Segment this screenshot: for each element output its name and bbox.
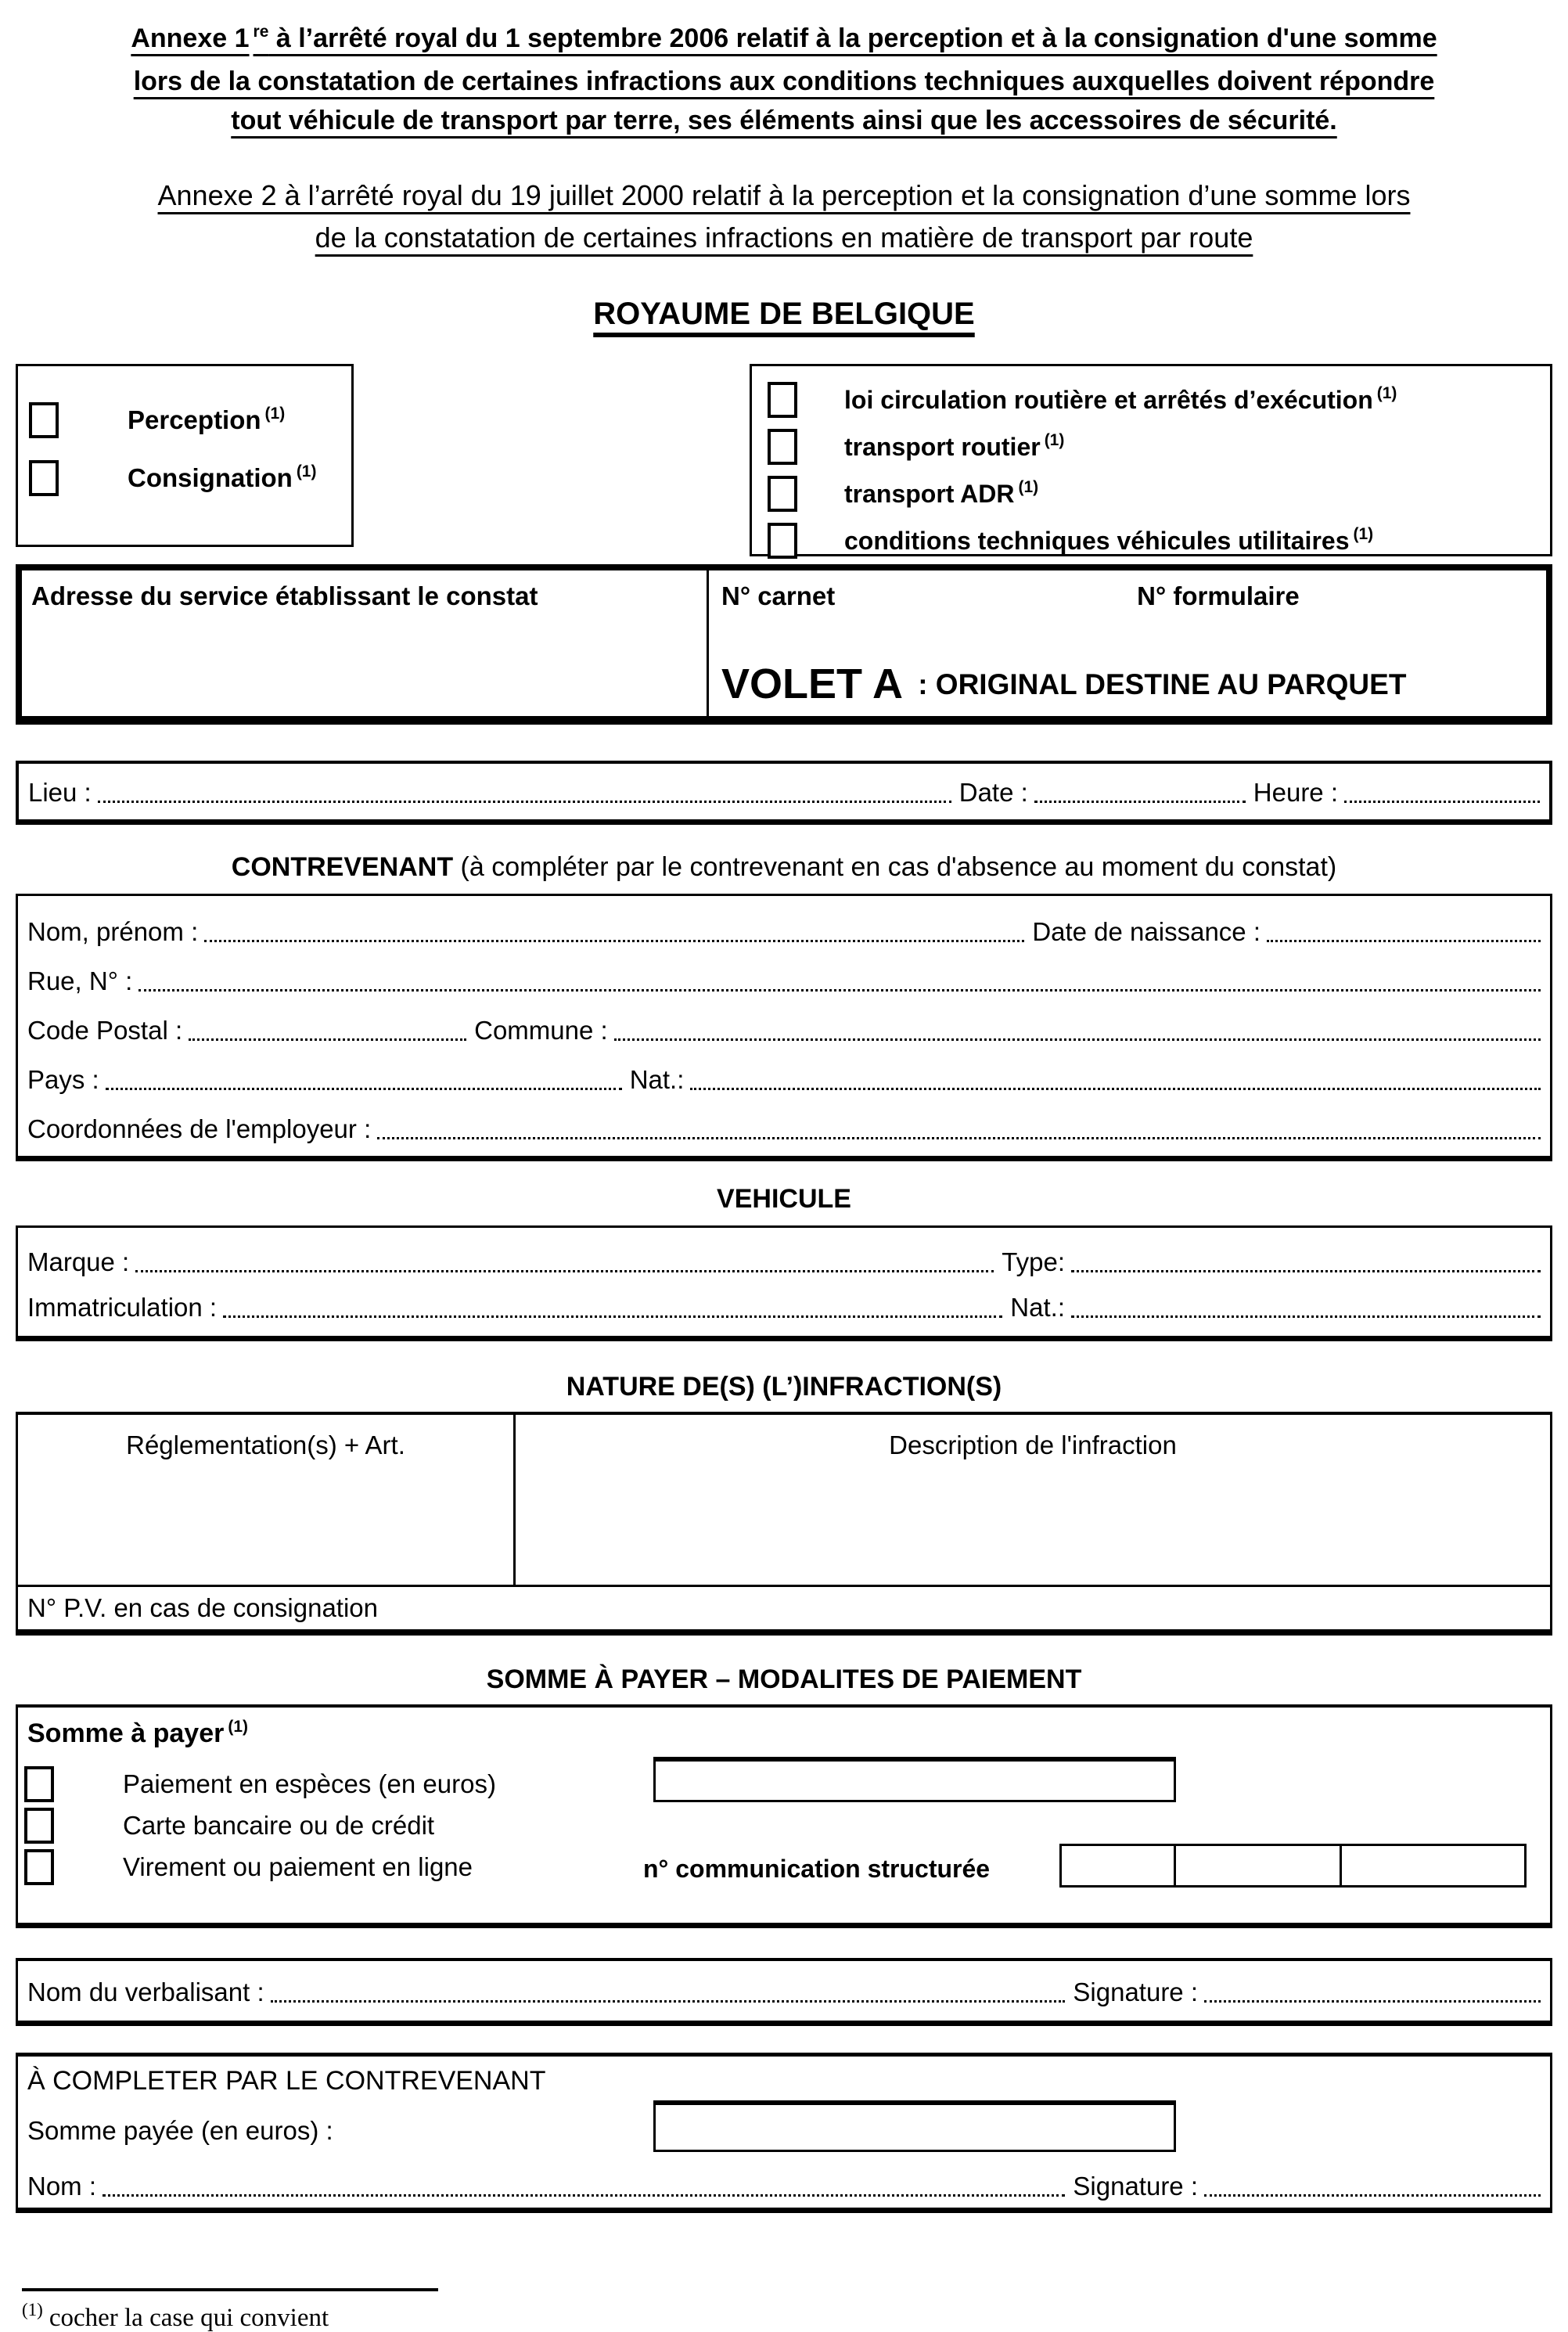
completion-signature-field[interactable] xyxy=(1204,2194,1541,2197)
marque-label: Marque : xyxy=(27,1247,130,1276)
option-transport-adr xyxy=(768,476,1550,512)
reglementation-column[interactable] xyxy=(18,1415,516,1585)
footnote-superscript: (1) xyxy=(22,2300,43,2319)
pays-label: Pays : xyxy=(27,1065,99,1094)
annex1-line1: Annexe 1 $^{re}$ à l’arrêté royal du 1 septembre 2006 relatif à la perception et à la consignation d'une somme xyxy=(131,23,1437,53)
verbalisant-signature-label: Signature : xyxy=(1073,1978,1198,2006)
annex1-superscript: re xyxy=(253,23,269,41)
date-field[interactable] xyxy=(1034,801,1246,803)
nom-prenom-label: Nom, prénom : xyxy=(27,917,199,946)
pv-row[interactable] xyxy=(18,1587,1550,1629)
option-carte xyxy=(24,1808,434,1844)
annex2-heading xyxy=(16,175,1552,259)
completion-signature-label: Signature : xyxy=(1073,2172,1198,2201)
virement-label: Virement ou paiement en ligne xyxy=(123,1852,473,1881)
immatriculation-row xyxy=(27,1292,1541,1323)
service-box xyxy=(16,564,1552,725)
immatriculation-label: Immatriculation : xyxy=(27,1293,218,1322)
infractions-table-main xyxy=(18,1415,1550,1587)
carnet-formulaire-row xyxy=(721,581,1546,611)
rue-row xyxy=(27,966,1541,997)
contrevenant-subtitle: (à compléter par le contrevenant en cas d'absence au moment du constat) xyxy=(453,852,1337,882)
virement-checkbox[interactable] xyxy=(24,1849,54,1885)
communication-structuree-label: n° communication structurée xyxy=(643,1855,991,1883)
consignation-checkbox[interactable] xyxy=(29,460,59,496)
service-address-label: Adresse du service établissant le constat xyxy=(31,581,538,610)
location-box xyxy=(16,761,1552,825)
somme-a-payer-label: Somme à payer $^{(1)}$ xyxy=(27,1718,249,1748)
verbalisant-nom-label: Nom du verbalisant : xyxy=(27,1978,264,2006)
annex2-line1: Annexe 2 à l’arrêté royal du 19 juillet 2000 relatif à la perception et la consignation d’une somme lors xyxy=(157,179,1411,211)
pays-row xyxy=(27,1064,1541,1096)
carte-label: Carte bancaire ou de crédit xyxy=(123,1811,435,1840)
lieu-field[interactable] xyxy=(98,801,951,803)
conditions-techniques-checkbox[interactable] xyxy=(768,523,797,559)
transport-routier-label: transport routier $^{(1)}$ xyxy=(844,430,1065,461)
option-consignation xyxy=(29,460,351,496)
perception-consignation-box xyxy=(16,364,354,547)
payment-box xyxy=(16,1704,1552,1928)
marque-row xyxy=(27,1247,1541,1278)
completion-title: À COMPLETER PAR LE CONTREVENANT xyxy=(27,2066,546,2096)
volet-a-title xyxy=(721,660,1406,708)
footnote xyxy=(22,2301,1552,2332)
nationalite-label: Nat.: xyxy=(629,1065,685,1094)
annex2-line2: de la constatation de certaines infractions en matière de transport par route xyxy=(315,221,1253,254)
annex1-line3: tout véhicule de transport par terre, ses éléments ainsi que les accessoires de sécurité. xyxy=(231,106,1337,135)
carnet-label: N° carnet xyxy=(721,581,836,610)
paiement-title: SOMME À PAYER – MODALITES DE PAIEMENT xyxy=(486,1664,1082,1694)
annex1-heading xyxy=(16,19,1552,140)
code-postal-label: Code Postal : xyxy=(27,1016,183,1045)
completion-box xyxy=(16,2053,1552,2213)
consignation-label: Consignation $^{(1)}$ xyxy=(128,462,317,492)
pv-label: N° P.V. en cas de consignation xyxy=(27,1593,379,1622)
option-conditions-techniques xyxy=(768,523,1550,559)
conditions-techniques-label: conditions techniques véhicules utilitaires $^{(1)}$ xyxy=(844,524,1374,555)
type-field[interactable] xyxy=(1071,1270,1541,1272)
contrevenant-heading xyxy=(16,850,1552,884)
service-address-cell xyxy=(22,570,709,716)
somme-payee-label: Somme payée (en euros) : xyxy=(27,2116,333,2145)
date-naissance-field[interactable] xyxy=(1267,940,1541,942)
code-postal-row xyxy=(27,1015,1541,1046)
loi-circulation-checkbox[interactable] xyxy=(768,382,797,418)
formulaire-label: N° formulaire xyxy=(1137,581,1300,610)
matter-options-box xyxy=(750,364,1552,556)
verbalisant-box xyxy=(16,1958,1552,2026)
communication-cell-2[interactable] xyxy=(1176,1846,1342,1885)
nationalite-field[interactable] xyxy=(690,1088,1541,1090)
infractions-table xyxy=(16,1412,1552,1636)
pays-field[interactable] xyxy=(106,1088,622,1090)
contrevenant-box xyxy=(16,894,1552,1161)
rue-label: Rue, N° : xyxy=(27,966,133,995)
transport-routier-checkbox[interactable] xyxy=(768,429,797,465)
option-transport-routier xyxy=(768,429,1550,465)
immatriculation-field[interactable] xyxy=(223,1315,1002,1318)
perception-label: Perception $^{(1)}$ xyxy=(128,405,286,434)
option-loi-circulation xyxy=(768,382,1550,418)
employeur-label: Coordonnées de l'employeur : xyxy=(27,1114,372,1143)
commune-field[interactable] xyxy=(614,1038,1541,1041)
lieu-label: Lieu : xyxy=(28,778,92,807)
completion-nom-field[interactable] xyxy=(102,2194,1065,2197)
nom-prenom-field[interactable] xyxy=(204,940,1024,942)
commune-label: Commune : xyxy=(474,1016,608,1045)
carnet-formulaire-cell xyxy=(709,570,1546,716)
completion-nom-label: Nom : xyxy=(27,2172,97,2201)
option-boxes-row xyxy=(16,364,1552,556)
marque-field[interactable] xyxy=(135,1270,994,1272)
rue-field[interactable] xyxy=(138,989,1541,991)
loi-circulation-label: loi circulation routière et arrêtés d’exécution $^{(1)}$ xyxy=(844,383,1397,414)
option-especes xyxy=(24,1766,496,1802)
somme-payee-input[interactable] xyxy=(653,2100,1176,2152)
vehicule-nat-label: Nat.: xyxy=(1010,1293,1065,1322)
description-column[interactable] xyxy=(516,1415,1550,1585)
transport-adr-checkbox[interactable] xyxy=(768,476,797,512)
employeur-field[interactable] xyxy=(377,1137,1541,1139)
somme-a-payer-input[interactable] xyxy=(653,1757,1176,1802)
vehicule-title: VEHICULE xyxy=(717,1184,851,1214)
date-naissance-label: Date de naissance : xyxy=(1032,917,1261,946)
description-header: Description de l'infraction xyxy=(889,1431,1177,1459)
code-postal-field[interactable] xyxy=(189,1038,466,1041)
heure-field[interactable] xyxy=(1344,801,1540,803)
reglementation-header: Réglementation(s) + Art. xyxy=(126,1431,405,1459)
volet-a-subtitle: : ORIGINAL DESTINE AU PARQUET xyxy=(918,668,1407,700)
completion-nom-row xyxy=(27,2171,1541,2202)
volet-a-label: VOLET A xyxy=(721,660,904,707)
transport-adr-label: transport ADR $^{(1)}$ xyxy=(844,477,1039,508)
contrevenant-title: CONTREVENANT xyxy=(231,852,454,882)
date-label: Date : xyxy=(958,778,1028,807)
heure-label: Heure : xyxy=(1253,778,1338,807)
type-label: Type: xyxy=(1002,1247,1065,1276)
communication-cell-3[interactable] xyxy=(1342,1846,1524,1885)
especes-label: Paiement en espèces (en euros) xyxy=(123,1769,496,1798)
carte-checkbox[interactable] xyxy=(24,1808,54,1844)
vehicule-box xyxy=(16,1225,1552,1341)
verbalisant-nom-field[interactable] xyxy=(271,2000,1066,2003)
perception-checkbox[interactable] xyxy=(29,402,59,438)
footnote-divider xyxy=(22,2288,438,2291)
page-title: ROYAUME DE BELGIQUE xyxy=(593,297,975,331)
nom-prenom-row xyxy=(27,916,1541,948)
vehicule-nat-field[interactable] xyxy=(1071,1315,1541,1318)
footnote-text: cocher la case qui convient xyxy=(49,2304,329,2332)
option-virement xyxy=(24,1849,473,1885)
especes-checkbox[interactable] xyxy=(24,1766,54,1802)
employeur-row xyxy=(27,1114,1541,1145)
communication-cell-1[interactable] xyxy=(1062,1846,1176,1885)
communication-structuree-input[interactable] xyxy=(1059,1844,1527,1888)
verbalisant-signature-field[interactable] xyxy=(1204,2000,1541,2003)
infractions-title: NATURE DE(S) (L’)INFRACTION(S) xyxy=(566,1372,1002,1402)
option-perception xyxy=(29,402,351,438)
annex1-line2: lors de la constatation de certaines infractions aux conditions techniques auxquelles doivent répondre xyxy=(133,67,1435,96)
